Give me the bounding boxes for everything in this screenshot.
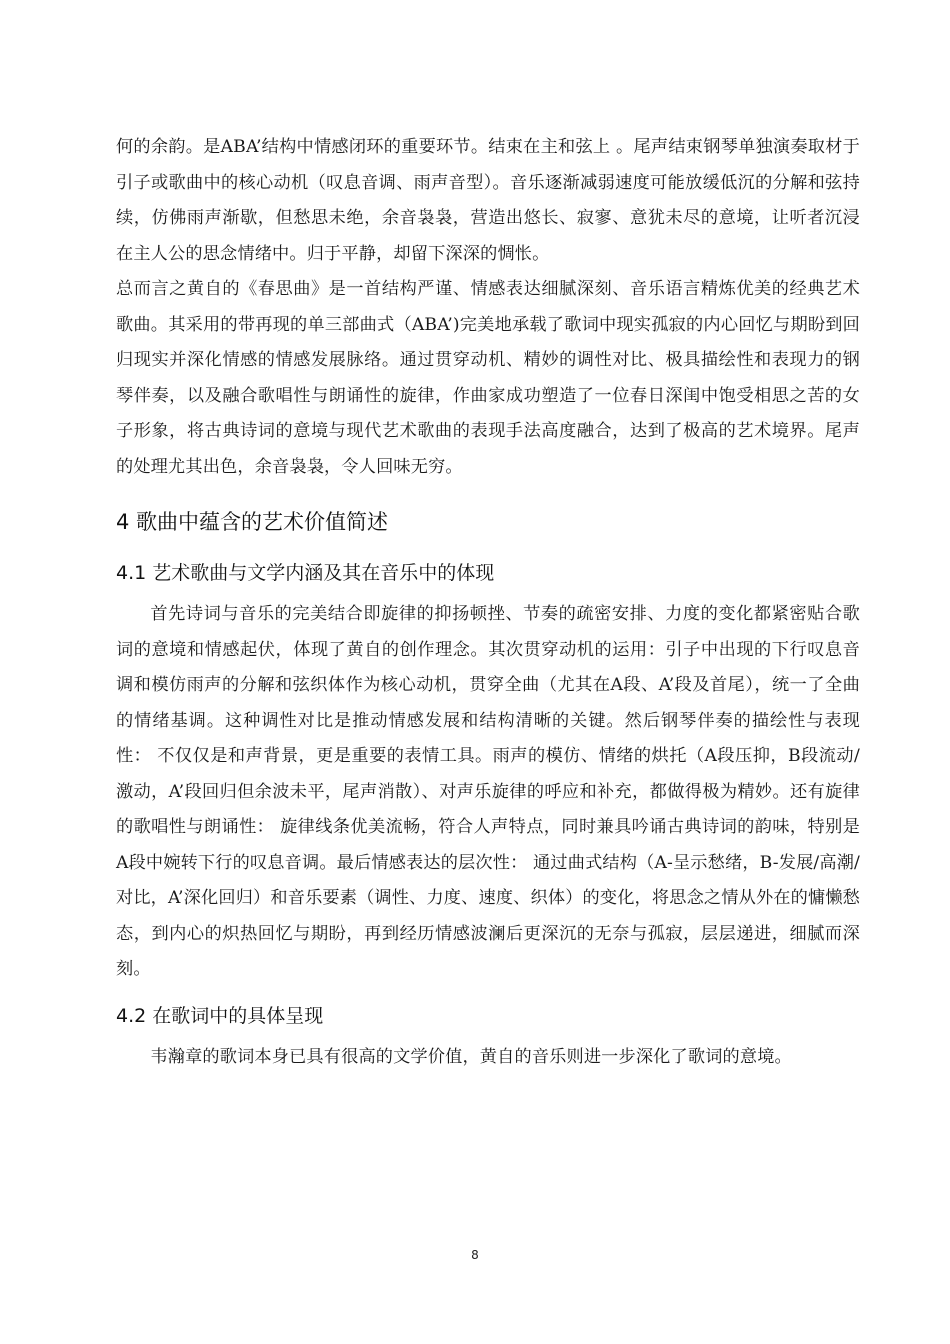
paragraph-coda-description: 何的余韵。是ABA’结构中情感闭环的重要环节。结束在主和弦上 。尾声结束钢琴单独演奏取材于引子或歌曲中的核心动机（叹息音调、雨声音型）。音乐逐渐减弱速度可能放缓低沉的分解和弦持续，仿佛雨声渐歇，但愁思未绝，余音袅袅，营造出悠长、寂寥、意犹未尽的意境，让听者沉浸在主人公的思念情绪中。归于平静，却留下深深的惆怅。: [116, 137, 860, 264]
paragraph-summary: 总而言之黄自的《春思曲》是一首结构严谨、情感表达细腻深刻、音乐语言精炼优美的经典艺术歌曲。其采用的带再现的单三部曲式（ABA’)完美地承载了歌词中现实孤寂的内心回忆与期盼到回归现实并深化情感的情感发展脉络。通过贯穿动机、精妙的调性对比、极具描绘性和表现力的钢琴伴奏，以及融合歌唱性与朗诵性的旋律，作曲家成功塑造了一位春日深闺中饱受相思之苦的女子形象，将古典诗词的意境与现代艺术歌曲的表现手法高度融合，达到了极高的艺术境界。尾声的处理尤其出色，余音袅袅，令人回味无穷。: [116, 279, 860, 477]
section-heading-4: 4 歌曲中蕴含的艺术价值简述: [116, 510, 389, 534]
page-number: 8: [471, 1248, 479, 1262]
paragraph-4-2-body: 韦瀚章的歌词本身已具有很高的文学价值，黄自的音乐则进一步深化了歌词的意境。: [150, 1046, 792, 1067]
subsection-heading-4-1: 4.1 艺术歌曲与文学内涵及其在音乐中的体现: [116, 562, 495, 584]
subsection-heading-4-2: 4.2 在歌词中的具体呈现: [116, 1004, 324, 1027]
paragraph-4-1-body: 首先诗词与音乐的完美结合即旋律的抑扬顿挫、节奏的疏密安排、力度的变化都紧密贴合歌词的意境和情感起伏，体现了黄自的创作理念。其次贯穿动机的运用：引子中出现的下行叹息音调和模仿雨声的分解和弦织体作为核心动机，贯穿全曲（尤其在A段、A’段及首尾），统一了全曲的情绪基调。这种调性对比是推动情感发展和结构清晰的关键。然后钢琴伴奏的描绘性与表现性： 不仅仅是和声背景，更是重要的表情工具。雨声的模仿、情绪的烘托（A段压抑，B段流动/激动，A’段回归但余波未平，尾声消散）、对声乐旋律的呼应和补充，都做得极为精妙。还有旋律的歌唱性与朗诵性： 旋律线条优美流畅，符合人声特点，同时兼具吟诵古典诗词的韵味，特别是A段中婉转下行的叹息音调。最后情感表达的层次性： 通过曲式结构（A-呈示愁绪，B-发展/高潮/对比，A’深化回归）和音乐要素（调性、力度、速度、织体）的变化，将思念之情从外在的慵懒愁态，到内心的炽热回忆与期盼，再到经历情感波澜后更深沉的无奈与孤寂，层层递进，细腻而深刻。: [116, 604, 860, 979]
document-page: [116, 130, 860, 1075]
